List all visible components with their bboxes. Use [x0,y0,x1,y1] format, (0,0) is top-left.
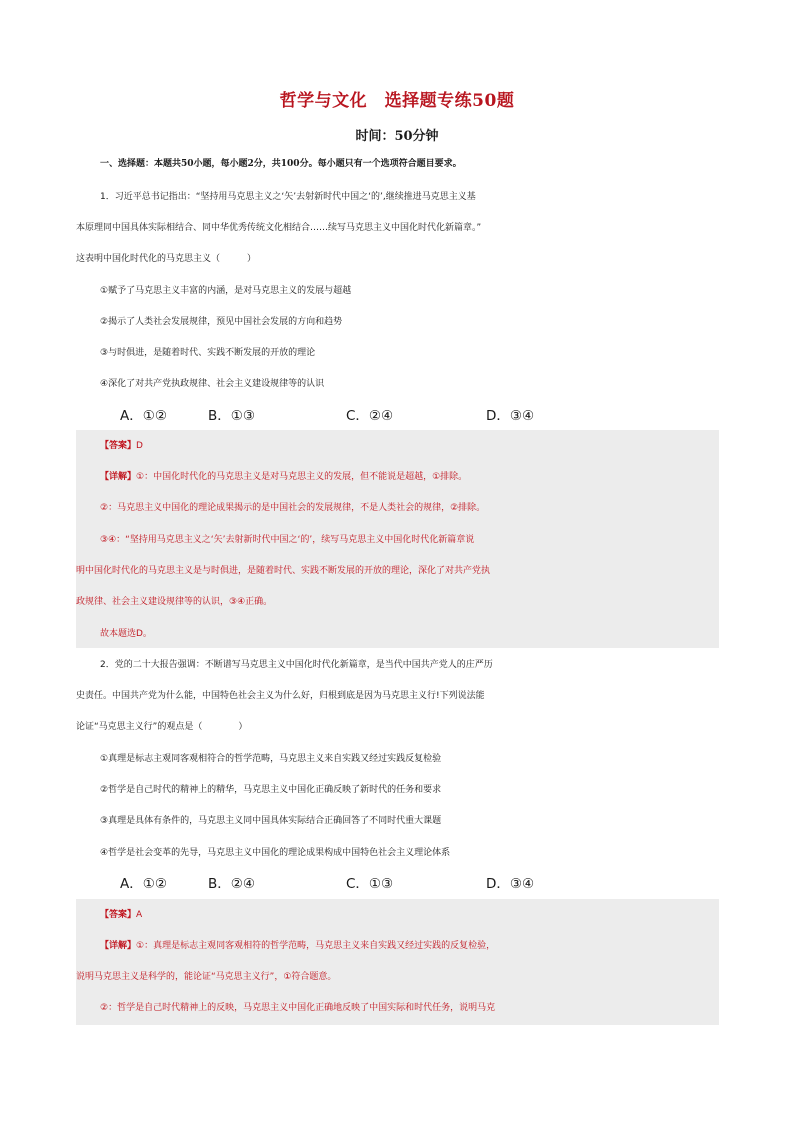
q2-item-2: ②哲学是自己时代的精神上的精华，马克思主义中国化正确反映了新时代的任务和要求 [100,785,442,795]
q1-item-3: ③与时俱进，是随着时代、实践不断发展的开放的理论 [100,348,316,358]
q1-answer-value: D [136,441,143,451]
q2-option-a[interactable]: A．①② [120,876,167,892]
q1-detail-3a: ③④：“坚持用马克思主义之‘矢’去射新时代中国之‘的’，续写马克思主义中国化时代化新篇章说 [100,535,475,545]
q1-answer [100,436,745,456]
q1-detail-1 [100,467,745,487]
q1-item-1: ①赋予了马克思主义丰富的内涵，是对马克思主义的发展与超越 [100,286,352,296]
q2-options [120,874,534,894]
q2-stem-line-2: 史责任。中国共产党为什么能，中国特色社会主义为什么好，归根到底是因为马克思主义行!下列说法能 [76,691,485,701]
q1-detail-label: 【详解】 [100,472,137,482]
q2-stem-line-3: 论证“马克思主义行”的观点是（ ） [76,722,248,732]
q1-option-a[interactable]: A．①② [120,408,167,424]
q2-option-c[interactable]: C．①③ [346,876,394,892]
q2-option-b[interactable]: B．②④ [208,876,255,892]
q2-item-3: ③真理是具体有条件的，马克思主义同中国具体实际结合正确回答了不同时代重大课题 [100,816,442,826]
q2-item-1: ①真理是标志主观同客观相符合的哲学范畴，马克思主义来自实践又经过实践反复检验 [100,754,442,764]
q1-stem-line-1: 1．习近平总书记指出：“坚持用马克思主义之‘矢’去射新时代中国之‘的’,继续推进马克思主义基 [100,192,476,202]
q1-conclusion: 故本题选D。 [100,629,152,639]
q1-item-4: ④深化了对共产党执政规律、社会主义建设规律等的认识 [100,379,325,389]
q2-detail-1b: 说明马克思主义是科学的，能论证“马克思主义行”，①符合题意。 [76,972,337,982]
q1-item-2: ②揭示了人类社会发展规律，预见中国社会发展的方向和趋势 [100,317,343,327]
q2-answer [100,905,745,925]
q2-detail-2: ②：哲学是自己时代精神上的反映，马克思主义中国化正确地反映了中国实际和时代任务，说明马克 [100,1003,496,1013]
page-title: 哲学与文化 选择题专练50题 [279,91,515,111]
q2-detail-1a-text: ①：真理是标志主观同客观相符的哲学范畴，马克思主义来自实践又经过实践的反复检验， [136,941,496,951]
q1-option-d[interactable]: D．③④ [486,408,535,424]
q2-detail-label: 【详解】 [100,941,137,951]
q2-option-d[interactable]: D．③④ [486,876,535,892]
q1-detail-3b: 明中国化时代化的马克思主义是与时俱进，是随着时代、实践不断发展的开放的理论，深化了对共产党执 [76,566,491,576]
q2-item-4: ④哲学是社会变革的先导，马克思主义中国化的理论成果构成中国特色社会主义理论体系 [100,848,451,858]
q1-stem-line-3: 这表明中国化时代化的马克思主义（ ） [76,254,257,264]
q1-stem-line-2: 本原理同中国具体实际相结合、同中华优秀传统文化相结合……续写马克思主义中国化时代化新篇章。” [76,223,482,233]
q1-answer-label: 【答案】 [100,441,137,451]
q1-detail-1-text: ①：中国化时代化的马克思主义是对马克思主义的发展，但不能说是超越，①排除。 [136,472,468,482]
q2-detail-1a [100,936,745,956]
q1-option-c[interactable]: C．②④ [346,408,394,424]
q2-stem-line-1: 2．党的二十大报告强调：不断谱写马克思主义中国化时代化新篇章，是当代中国共产党人的庄严历 [100,660,493,670]
q1-option-b[interactable]: B．①③ [208,408,255,424]
q1-detail-3c: 政规律、社会主义建设规律等的认识，③④正确。 [76,597,273,607]
q1-options [120,406,534,426]
section-heading: 一、选择题：本题共50小题，每小题2分，共100分。每小题只有一个选项符合题目要求。 [100,159,462,169]
time-limit: 时间：50分钟 [355,129,439,144]
q2-answer-value: A [136,910,143,920]
q2-answer-label: 【答案】 [100,910,137,920]
q1-detail-2: ②：马克思主义中国化的理论成果揭示的是中国社会的发展规律，不是人类社会的规律，②排除。 [100,503,486,513]
